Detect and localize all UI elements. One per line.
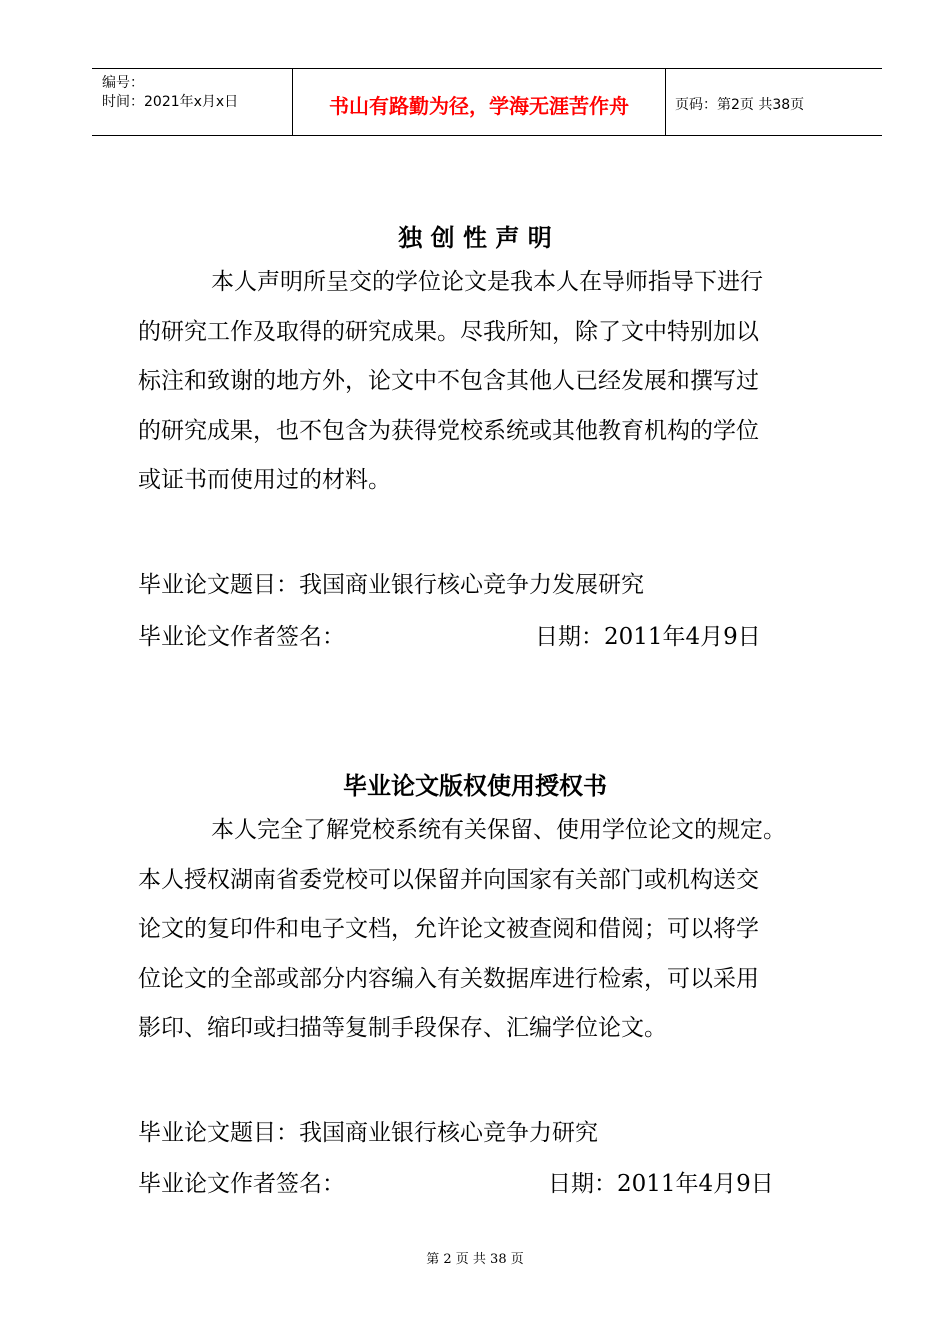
header-page-label: 页码：第2页 共38页: [675, 97, 805, 113]
declaration-body: [138, 258, 838, 506]
header-top-border: [92, 68, 882, 69]
authorization-line: 位论文的全部或部分内容编入有关数据库进行检索，可以采用: [138, 965, 759, 992]
declaration-title: 独 创 性 声 明: [398, 223, 552, 252]
authorization-line: 本人授权湖南省委党校可以保留并向国家有关部门或机构送交: [138, 866, 759, 893]
declaration-line: 或证书而使用过的材料。: [138, 467, 391, 493]
declaration-line: 本人声明所呈交的学位论文是我本人在导师指导下进行: [211, 269, 763, 295]
authorization-thesis-title: 毕业论文题目：我国商业银行核心竞争力研究: [138, 1120, 598, 1146]
header-number-label: 编号：: [102, 75, 144, 91]
authorization-title: 毕业论文版权使用授权书: [343, 771, 607, 800]
header-time-label: 时间：2021年x月x日: [102, 94, 239, 110]
authorization-line: 论文的复印件和电子文档，允许论文被查阅和借阅；可以将学: [138, 916, 759, 942]
declaration-thesis-title: 毕业论文题目：我国商业银行核心竞争力发展研究: [138, 572, 644, 598]
authorization-signature-label: 毕业论文作者签名：: [138, 1171, 345, 1197]
declaration-signature-label: 毕业论文作者签名：: [138, 624, 345, 650]
authorization-date: 日期：2011年4月9日: [548, 1171, 774, 1197]
declaration-line: 标注和致谢的地方外，论文中不包含其他人已经发展和撰写过: [138, 368, 759, 394]
page-footer: 第 2 页 共 38 页: [426, 1252, 524, 1267]
header-motto: 书山有路勤为径，学海无涯苦作舟: [329, 94, 629, 118]
header-bottom-border: [92, 135, 882, 136]
header-divider-right: [665, 68, 666, 136]
declaration-line: 的研究工作及取得的研究成果。尽我所知，除了文中特别加以: [138, 318, 759, 345]
declaration-date: 日期：2011年4月9日: [535, 624, 761, 650]
authorization-line: 本人完全了解党校系统有关保留、使用学位论文的规定。: [211, 817, 786, 843]
declaration-line: 的研究成果，也不包含为获得党校系统或其他教育机构的学位: [138, 417, 759, 444]
authorization-body: [138, 806, 838, 1054]
authorization-line: 影印、缩印或扫描等复制手段保存、汇编学位论文。: [138, 1015, 667, 1041]
